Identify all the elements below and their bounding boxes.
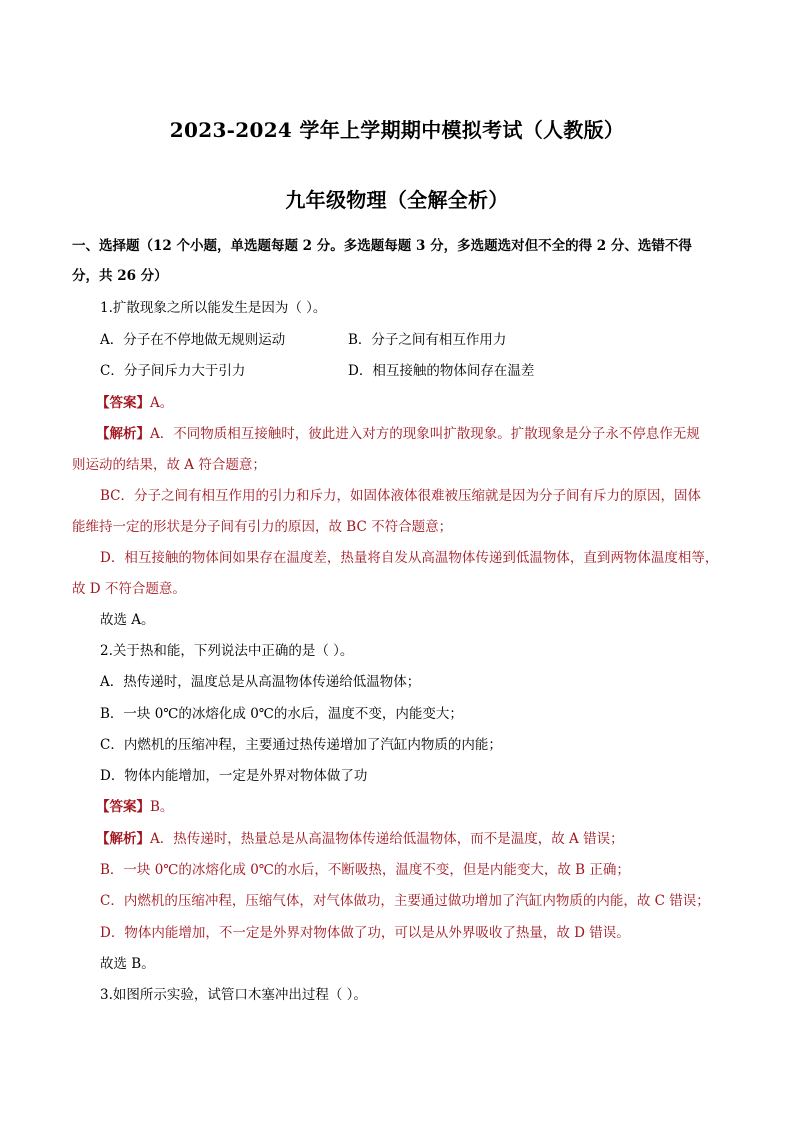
q2-option-b: B．一块 0℃的冰熔化成 0℃的水后，温度不变，内能变大； bbox=[100, 706, 463, 722]
analysis-tag: 【解析】 bbox=[96, 426, 150, 442]
q1-analysis-line6: 故 D 不符合题意。 bbox=[72, 581, 186, 597]
q2-answer bbox=[96, 797, 173, 817]
q2-option-a: A．热传递时，温度总是从高温物体传递给低温物体； bbox=[100, 674, 421, 690]
document-subtitle: 九年级物理（全解全析） bbox=[285, 188, 509, 212]
q1-analysis-line4: 能维持一定的形状是分子间有引力的原因，故 BC 不符合题意； bbox=[72, 519, 453, 535]
q1-answer bbox=[96, 393, 173, 413]
q1-analysis-line1: 【解析】A．不同物质相互接触时，彼此进入对方的现象叫扩散现象。扩散现象是分子永不停息作无规 bbox=[96, 426, 700, 442]
q1-analysis-line5: D．相互接触的物体间如果存在温度差，热量将自发从高温物体传递到低温物体，直到两物体温度相等， bbox=[100, 550, 719, 566]
answer-tag: 【答案】 bbox=[96, 799, 150, 815]
q2-option-d: D．物体内能增加，一定是外界对物体做了功 bbox=[100, 768, 368, 784]
answer-value: A。 bbox=[150, 395, 174, 411]
q1-analysis-line3: BC．分子之间有相互作用的引力和斥力，如固体液体很难被压缩就是因为分子间有斥力的原因，固体 bbox=[100, 488, 701, 504]
q1-final: 故选 A。 bbox=[100, 612, 155, 628]
document-title: 2023-2024 学年上学期期中模拟考试（人教版） bbox=[169, 118, 625, 142]
q2-analysis-line2: B．一块 0℃的冰熔化成 0℃的水后，不断吸热，温度不变，但是内能变大，故 B 正确； bbox=[100, 862, 630, 878]
q3-stem: 3.如图所示实验，试管口木塞冲出过程（ ）。 bbox=[100, 987, 367, 1003]
q1-option-a: A．分子在不停地做无规则运动 bbox=[100, 332, 286, 348]
q2-option-c: C．内燃机的压缩冲程，主要通过热传递增加了汽缸内物质的内能； bbox=[100, 737, 502, 753]
q1-option-b: B．分子之间有相互作用力 bbox=[348, 332, 507, 348]
analysis-tag: 【解析】 bbox=[96, 831, 150, 847]
q1-stem: 1.扩散现象之所以能发生是因为（ ）。 bbox=[100, 300, 327, 316]
q1-analysis-line2: 则运动的结果，故 A 符合题意； bbox=[72, 457, 266, 473]
q2-analysis-line1: 【解析】A．热传递时，热量总是从高温物体传递给低温物体，而不是温度，故 A 错误； bbox=[96, 831, 624, 847]
section-heading-line2: 分，共 26 分） bbox=[72, 268, 168, 284]
answer-value: B。 bbox=[150, 799, 174, 815]
q2-analysis-line4: D．物体内能增加，不一定是外界对物体做了功，可以是从外界吸收了热量，故 D 错误。 bbox=[100, 925, 630, 941]
q2-analysis-line3: C．内燃机的压缩冲程，压缩气体，对气体做功，主要通过做功增加了汽缸内物质的内能，故 C 错误； bbox=[100, 893, 710, 909]
q2-stem: 2.关于热和能，下列说法中正确的是（ ）。 bbox=[100, 643, 354, 659]
q1-option-d: D．相互接触的物体间存在温差 bbox=[348, 363, 535, 379]
q1-option-c: C．分子间斥力大于引力 bbox=[100, 363, 246, 379]
q2-final: 故选 B。 bbox=[100, 956, 155, 972]
section-heading-line1: 一、选择题（12 个小题，单选题每题 2 分。多选题每题 3 分，多选题选对但不全的得 2 分、选错不得 bbox=[72, 238, 692, 254]
answer-tag: 【答案】 bbox=[96, 395, 150, 411]
